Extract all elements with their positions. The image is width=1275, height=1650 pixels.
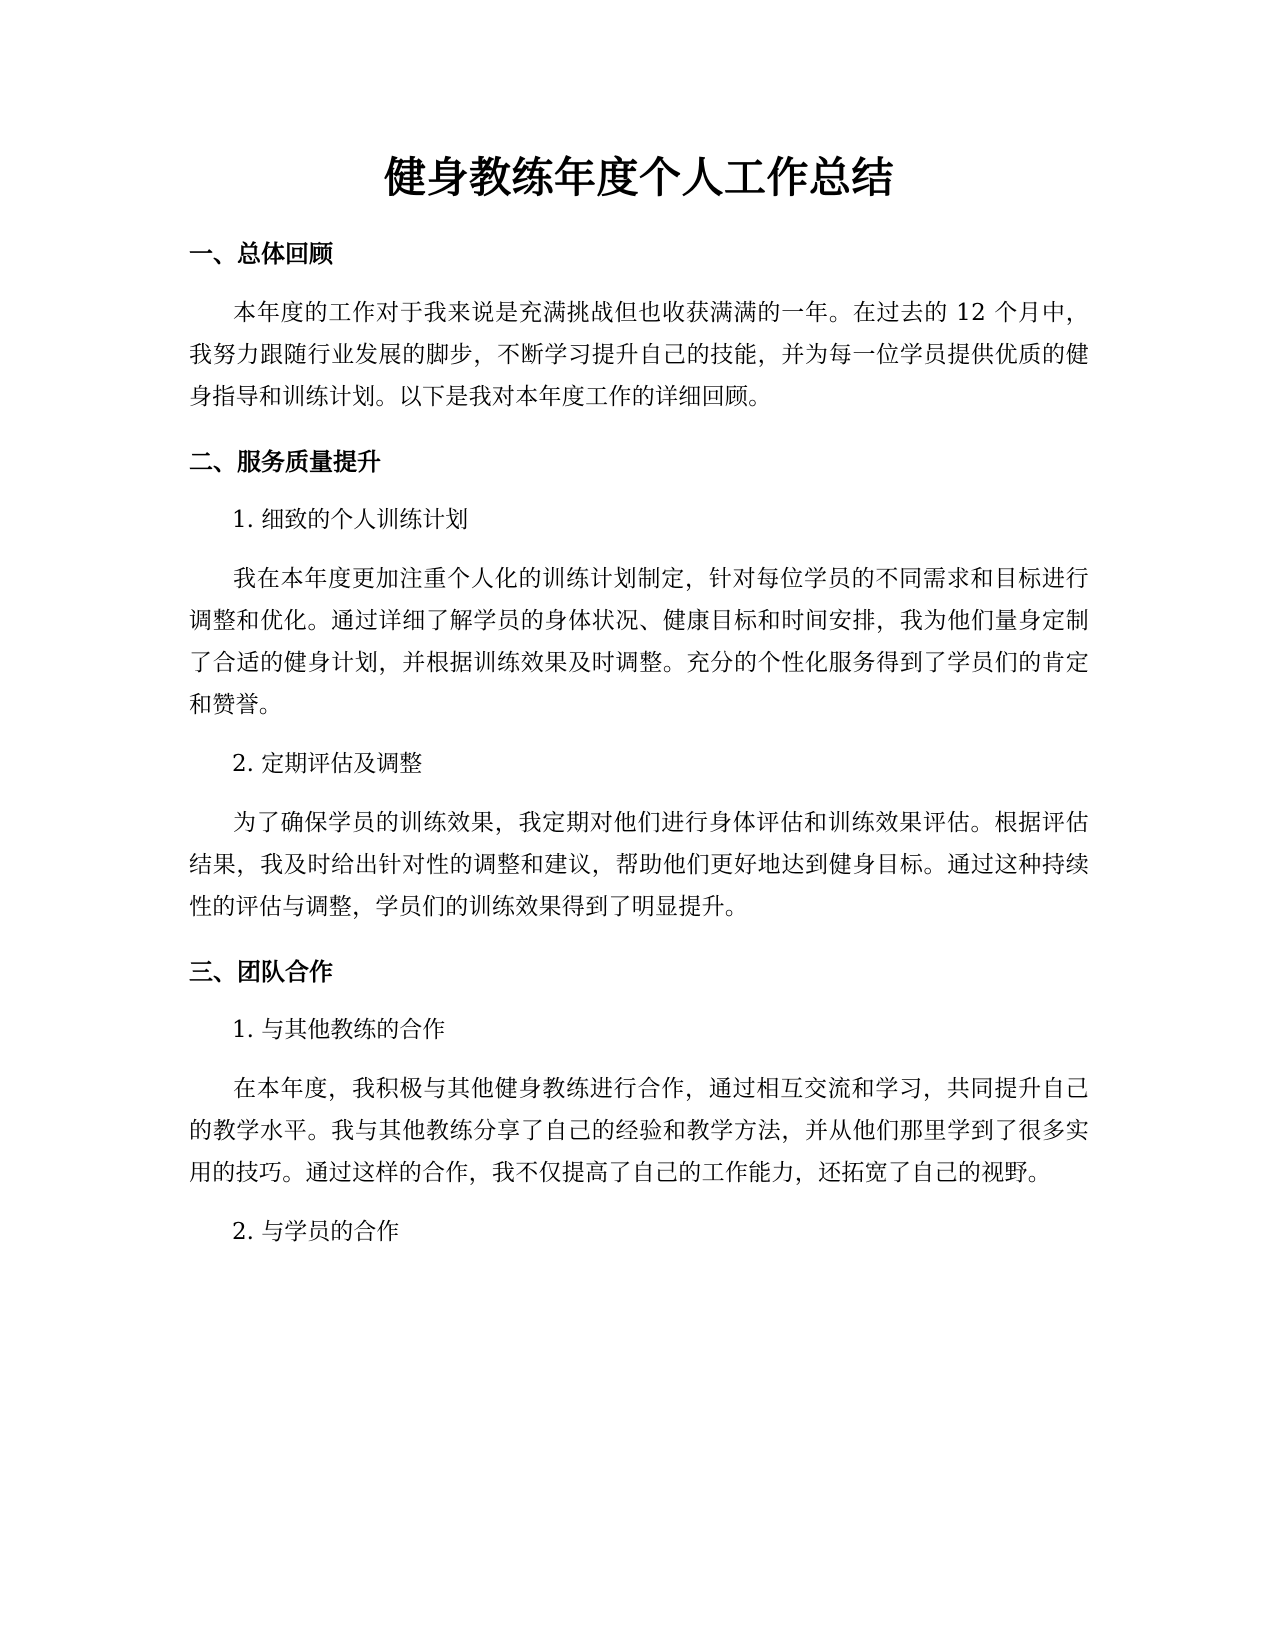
- overview-paragraph: 本年度的工作对于我来说是充满挑战但也收获满满的一年。在过去的 12 个月中，我努力跟随行业发展的脚步，不断学习提升自己的技能，并为每一位学员提供优质的健身指导和训练计划。以下是我对本年度工作的详细回顾。: [189, 300, 1089, 410]
- subheading-personal-training-plan: 1. 细致的个人训练计划: [232, 507, 469, 533]
- subheading-student-cooperation: 2. 与学员的合作: [232, 1219, 400, 1245]
- document-title: 健身教练年度个人工作总结: [383, 153, 894, 202]
- regular-assessment-paragraph: 为了确保学员的训练效果，我定期对他们进行身体评估和训练效果评估。根据评估结果，我及时给出针对性的调整和建议，帮助他们更好地达到健身目标。通过这种持续性的评估与调整，学员们的训练效果得到了明显提升。: [189, 810, 1089, 920]
- section-heading-teamwork: 三、团队合作: [189, 958, 333, 986]
- subheading-regular-assessment: 2. 定期评估及调整: [232, 751, 423, 777]
- document-body: [189, 150, 1089, 1250]
- personal-training-plan-paragraph: 我在本年度更加注重个人化的训练计划制定，针对每位学员的不同需求和目标进行调整和优化。通过详细了解学员的身体状况、健康目标和时间安排，我为他们量身定制了合适的健身计划，并根据训练效果及时调整。充分的个性化服务得到了学员们的肯定和赞誉。: [189, 566, 1089, 718]
- coach-cooperation-paragraph: 在本年度，我积极与其他健身教练进行合作，通过相互交流和学习，共同提升自己的教学水平。我与其他教练分享了自己的经验和教学方法，并从他们那里学到了很多实用的技巧。通过这样的合作，我不仅提高了自己的工作能力，还拓宽了自己的视野。: [189, 1076, 1089, 1186]
- section-heading-service-quality: 二、服务质量提升: [189, 448, 381, 476]
- section-heading-overview: 一、总体回顾: [189, 240, 333, 268]
- subheading-coach-cooperation: 1. 与其他教练的合作: [232, 1017, 446, 1043]
